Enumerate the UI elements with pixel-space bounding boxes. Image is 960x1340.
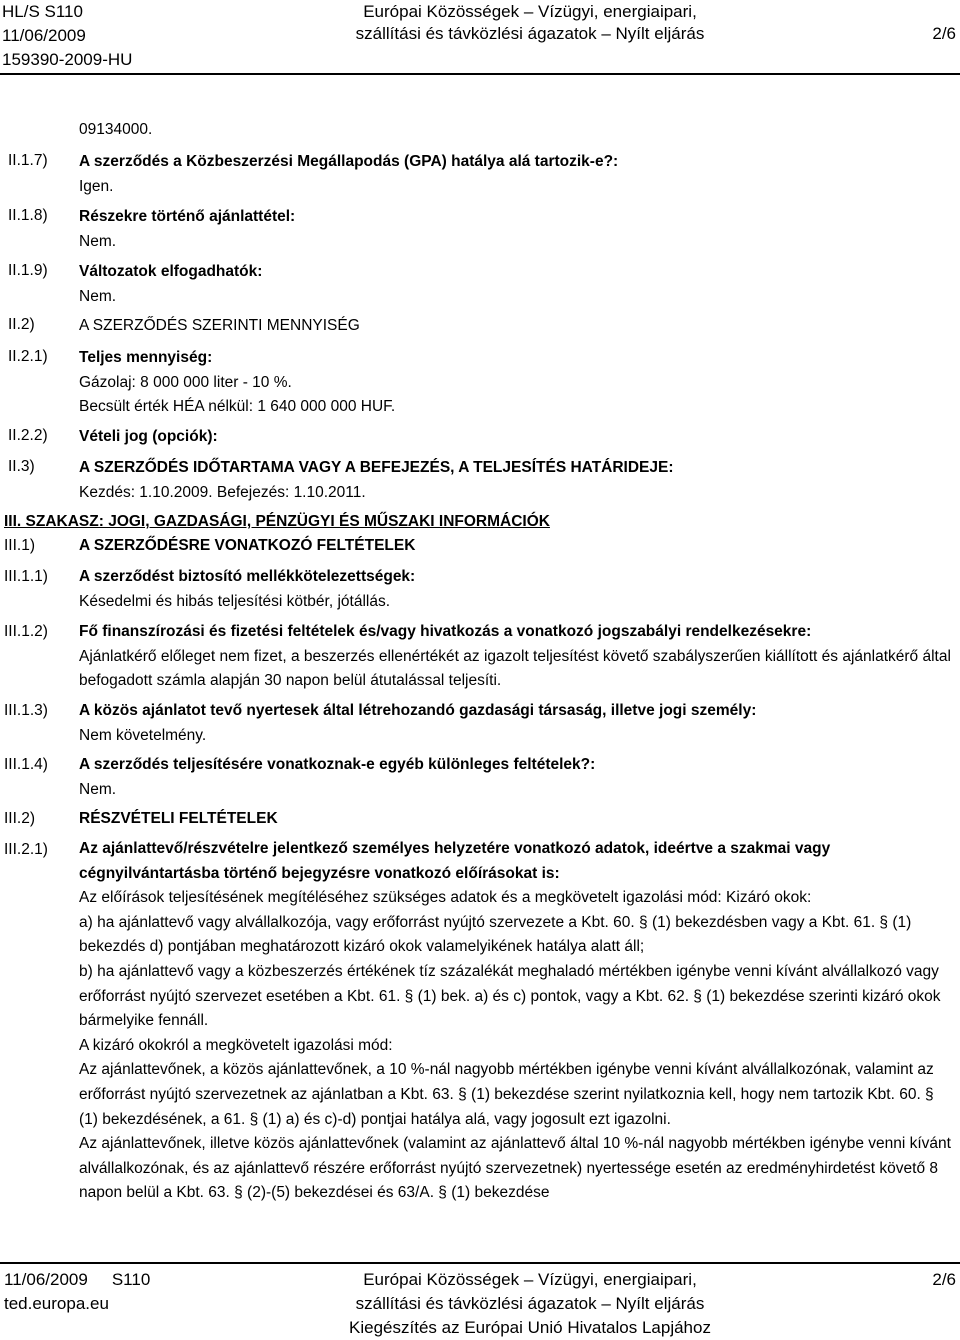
paragraph: Az előírások teljesítésének megítéléséhez szükséges adatok és a megkövetelt igazolási mód: Kizáró okok: (79, 889, 812, 907)
section-title: III. SZAKASZ: JOGI, GAZDASÁGI, PÉNZÜGYI ÉS MŰSZAKI INFORMÁCIÓK (4, 513, 550, 530)
item-value: Nem követelmény. (79, 726, 207, 744)
item-body (79, 260, 951, 309)
footer-title (300, 1268, 760, 1340)
footer-code: S110 (111, 1270, 151, 1289)
footer-title-line1: Európai Közösségek – Vízügyi, energiaipari, (363, 1270, 697, 1289)
paragraph: Az ajánlattevőnek, illetve közös ajánlattevőnek (valamint az ajánlattevő által 10 %-nál nagyobb mértékben igénybe venni kívánt alvállalkozónak, és az ajánlattevő részére erőforrást nyújtó szervezetnek) nyertessége esetén az eredményhirdetést követő 8 napon belül a Kbt. 63. § (2)-(5) bekezdései és 63/A. § (1) bekezdése (79, 1135, 951, 1202)
item-label: III.1.2) (4, 623, 48, 640)
item-body (79, 807, 951, 832)
item-value: Késedelmi és hibás teljesítési kötbér, jótállás. (79, 592, 391, 610)
item-body (79, 534, 951, 559)
paragraph: A kizáró okokról a megkövetelt igazolási mód: (79, 1036, 393, 1054)
item-body (79, 837, 951, 1206)
item-heading: Vételi jog (opciók): (79, 428, 218, 445)
item-value: Kezdés: 1.10.2009. Befejezés: 1.10.2011. (79, 483, 366, 501)
doc-id: HL/S S110 (2, 2, 83, 21)
item-heading: A szerződés a Közbeszerzési Megállapodás (GPA) hatálya alá tartozik-e?: (79, 153, 619, 170)
item-label: II.3) (8, 458, 35, 475)
footer-page: 2/6 (932, 1270, 956, 1289)
header-date: 11/06/2009 (2, 26, 86, 45)
item-heading: Változatok elfogadhatók: (79, 263, 263, 280)
item-body (79, 753, 951, 802)
paragraph: b) ha ajánlattevő vagy a közbeszerzés értékének tíz százalékát meghaladó mértékben igénybe venni kívánt alvállalkozó vagy erőforrást nyújtó szervezet esetében a Kbt. 61. § (1) bek. a) és c) pontok, vagy a Kbt. 62. § (1) bekezdése szerinti kizáró okok bármelyike fennáll. (79, 962, 941, 1030)
item-body (79, 150, 951, 199)
item-value: Becsült érték HÉA nélkül: 1 640 000 000 HUF. (79, 398, 396, 415)
item-body (79, 314, 951, 339)
item-heading: Az ajánlattevő/részvételre jelentkező személyes helyzetére vonatkozó adatok, ideértve a szakmai vagy cégnyilvántartásba történő bejegyzésre vonatkozó előírásokat is: (79, 840, 831, 882)
paragraph: a) ha ajánlattevő vagy alvállalkozója, vagy erőforrást nyújtó szervezete a Kbt. 60. § (1) bekezdésben vagy a Kbt. 61. § (1) bekezdés d) pontjában meghatározott kizáró okok valamelyikének hatálya alatt áll; (79, 913, 912, 956)
item-heading: A szerződést biztosító mellékkötelezettségek: (79, 568, 416, 585)
header-title (300, 2, 760, 46)
header-title-line2: szállítási és távközlési ágazatok – Nyílt eljárás (355, 24, 705, 43)
item-value: Igen. (79, 177, 114, 195)
item-value: Gázolaj: 8 000 000 liter - 10 %. (79, 373, 292, 391)
item-heading: Fő finanszírozási és fizetési feltételek és/vagy hivatkozás a vonatkozó jogszabályi rendelkezésekre: (79, 623, 812, 640)
header-left (2, 0, 252, 72)
item-heading: Teljes mennyiség: (79, 349, 213, 366)
footer-left (4, 1268, 150, 1316)
item-heading: A SZERZŐDÉS IDŐTARTAMA VAGY A BEFEJEZÉS, A TELJESÍTÉS HATÁRIDEJE: (79, 459, 674, 476)
footer-site: ted.europa.eu (4, 1294, 109, 1313)
footer-title-line2: szállítási és távközlési ágazatok – Nyílt eljárás (355, 1294, 705, 1313)
header-divider (0, 73, 960, 75)
item-body (79, 425, 951, 450)
item-body (79, 456, 951, 505)
item-heading: A SZERZŐDÉS SZERINTI MENNYISÉG (79, 317, 360, 334)
item-label: III.1) (4, 537, 36, 554)
item-value: Ajánlatkérő előleget nem fizet, a beszerzés ellenértékét az igazolt teljesítést követő szabályszerűen kiállított és ajánlatkérő által befogadott számla alapján 30 napon belül átutalással teljesíti. (79, 647, 951, 689)
item-label: II.1.9) (8, 262, 48, 279)
item-label: III.2.1) (4, 841, 48, 858)
item-label: III.2) (4, 810, 36, 827)
item-label: II.1.7) (8, 152, 48, 169)
header-page: 2/6 (932, 24, 956, 43)
item-heading: Részekre történő ajánlattétel: (79, 208, 296, 225)
footer-divider (0, 1262, 960, 1264)
item-label: III.1.1) (4, 568, 48, 585)
item-heading: RÉSZVÉTELI FELTÉTELEK (79, 810, 278, 827)
item-body (79, 699, 951, 748)
item-value: Nem. (79, 780, 117, 798)
item-body (79, 620, 951, 694)
item-heading: A SZERZŐDÉSRE VONATKOZÓ FELTÉTELEK (79, 537, 416, 554)
item-label: II.2.1) (8, 348, 48, 365)
header-title-line1: Európai Közösségek – Vízügyi, energiaipari, (363, 2, 697, 21)
item-heading: A szerződés teljesítésére vonatkoznak-e egyéb különleges feltételek?: (79, 756, 596, 773)
item-heading: A közös ajánlatot tevő nyertesek által létrehozandó gazdasági társaság, illetve jogi személy: (79, 702, 757, 719)
item-label: II.1.8) (8, 207, 48, 224)
item-label: III.1.4) (4, 756, 48, 773)
item-label: III.1.3) (4, 702, 48, 719)
cpv-code: 09134000. (79, 121, 153, 138)
paragraph: Az ajánlattevőnek, a közös ajánlattevőnek, a 10 %-nál nagyobb mértékben igénybe venni kívánt alvállalkozónak, valamint az erőforrást nyújtó szervezetnek az ajánlatban a Kbt. 63. § (1) bekezdése szerint nyilatkoznia kell, hogy nem tartozik Kbt. 60. § (1) bekezdésének, a 61. § (1) a) és c)-d) pontjai hatálya alá, vagy jogosult ezt igazolni. (79, 1061, 934, 1128)
footer-date: 11/06/2009 (4, 1270, 88, 1289)
item-body (79, 565, 951, 614)
item-body (79, 205, 951, 254)
item-label: II.2.2) (8, 427, 48, 444)
header-number: 159390-2009-HU (2, 50, 133, 69)
item-value: Nem. (79, 287, 117, 305)
item-label: II.2) (8, 316, 35, 333)
footer-title-line3: Kiegészítés az Európai Unió Hivatalos Lapjához (349, 1318, 711, 1337)
item-value: Nem. (79, 232, 117, 250)
item-body (79, 346, 951, 420)
